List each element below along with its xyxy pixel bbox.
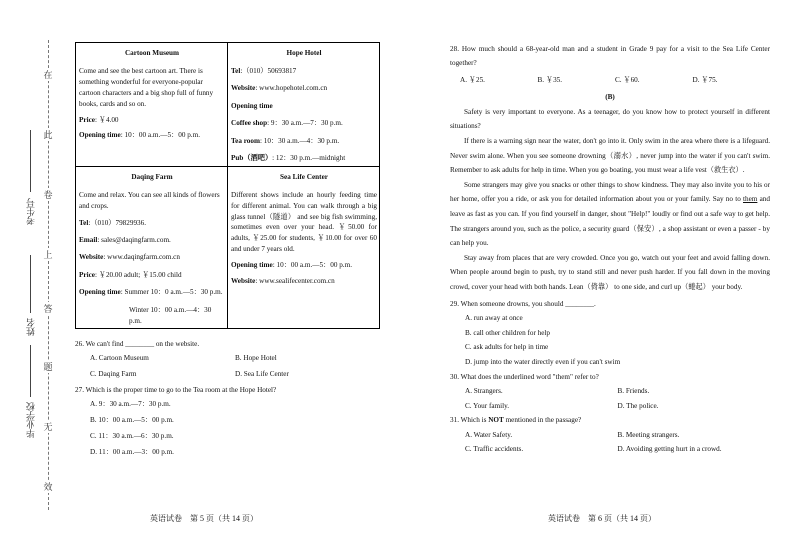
question-text: 27. Which is the proper time to go to the Tea room at the Hope Hotel? [75,386,277,395]
option[interactable]: D. Sea Life Center [235,370,289,379]
cell-text: Email: sales@daqingfarm.com. [79,235,171,244]
seal-char: 无 [41,420,55,433]
cell-text: Different shows include an hourly feeding time for different animal. You can walk through a big glass tunnel（隧道） and see big fish swimming, sometimes even over your head. ￥50.00 for adults, ￥25.00 for students, ￥10.00 for over 60 and under 7 years old. [231,190,377,254]
option[interactable]: C. ￥60. [615,76,640,84]
cell-text: Opening time: 10：00 a.m.—5：00 p.m. [79,131,200,140]
section-title: (B) [605,92,615,101]
option[interactable]: B. Friends. [617,387,650,396]
left-column [75,42,380,458]
name-line [30,255,31,313]
question-text: 28. How much should a 68-year-old man and a student in Grade 9 pay for a visit to the Sea Life Center together? [450,45,770,67]
question-29 [450,297,770,370]
options [90,353,380,380]
option[interactable]: D. The police. [617,401,659,410]
cell-text: Coffee shop: 9：30 a.m.—7：30 p.m. [231,119,343,128]
question-text: 26. We can't find ________ on the website. [75,340,200,349]
passage-paragraph: If there is a warning sign near the water, don't go into it. Only swim in the area where there is a lifeguard. Never swim alone. When you see someone drowning（溺水）, never jump into the water if you can't swim. Remember to ask adults for help in time. When you go boating, you must wear a life vest（救生衣）. [450,137,770,175]
seal-char: 题 [41,360,55,373]
question-text: 30. What does the underlined word "them" refer to? [450,372,599,381]
option[interactable]: B. call other children for help [465,328,551,337]
right-column [450,42,770,457]
cell-text: Opening time: 10：00 a.m.—5：00 p.m. [231,261,352,270]
name-label: 姓名 [26,318,36,336]
options [90,399,380,458]
question-text: 31. Which is NOT mentioned in the passage? [450,416,582,425]
cell-text: Price: ￥20.00 adult; ￥15.00 child [79,270,182,279]
cell-title: Sea Life Center [280,172,328,181]
option[interactable]: B. Meeting strangers. [617,430,680,439]
option[interactable]: B. Hope Hotel [235,354,277,363]
option[interactable]: A. 9：30 a.m.—7：30 p.m. [90,400,171,409]
cell-title: Cartoon Museum [124,49,180,57]
cell-title: Hope Hotel [286,49,322,57]
option[interactable]: C. ask adults for help in time [465,343,549,352]
binding-margin [0,0,70,560]
question-28 [450,42,770,86]
option[interactable]: B. 10：00 a.m.—5：00 p.m. [90,415,174,424]
option[interactable]: C. 11：30 a.m.—6：30 p.m. [90,431,174,440]
question-26 [75,339,380,380]
cell-text: Tel:（010）50693817 [231,66,297,75]
cell-text: Website: www.sealifecenter.com.cn [231,277,335,286]
cell-text: Tea room: 10：30 a.m.—4：30 p.m. [231,136,340,145]
question-27 [75,385,380,458]
question-31 [450,413,770,457]
cell-text: Opening time [231,101,273,110]
hope-hotel-cell [228,43,380,167]
option[interactable]: A. Water Safety. [465,430,513,439]
options [460,75,770,86]
exam-number-line [30,130,31,192]
option[interactable]: D. jump into the water directly even if you can't swim [465,357,621,366]
passage-paragraph: Stay away from places that are very crowded. Once you go, watch out your feet and avoid falling down. When people around begin to push, try to stand still and never push harder. If you fall down in the moving crowd, cover your head with both hands. Lean（倚靠） to one side, and curl up（蜷起） your body. [450,253,770,291]
sea-life-center-cell [228,166,380,329]
cell-text: Come and see the best cartoon art. There is something wonderful for everyone-popular cartoon characters and a big shop full of funny books, cards and so on. [79,66,214,108]
option[interactable]: A. Cartoon Museum [90,354,149,363]
cartoon-museum-cell [76,43,228,167]
option[interactable]: B. ￥35. [537,76,563,84]
cell-text: Tel:（010）79829936. [79,218,147,227]
cell-text: Come and relax. You can see all kinds of flowers and crops. [79,190,220,210]
school-label: 毕业学校 [26,402,36,438]
seal-char: 此 [41,128,55,141]
seal-dashed-line [48,40,49,510]
daqing-farm-cell [76,166,228,329]
cell-text: Price: ￥4.00 [79,115,119,124]
option[interactable]: C. Traffic accidents. [465,445,524,454]
page-footer-right: 英语试卷 第 6 页（共 14 页） [548,514,656,523]
seal-char: 在 [41,68,55,81]
option[interactable]: A. run away at once [465,314,523,323]
option[interactable]: C. Your family. [465,401,510,410]
seal-char: 答 [41,302,55,315]
passage-paragraph: Safety is very important to everyone. As a teenager, do you know how to protect yourself in different situations? [450,107,770,131]
cell-text: Pub（酒吧）: 12：30 p.m.—midnight [231,153,346,162]
option[interactable]: D. Avoiding getting hurt in a crowd. [617,445,722,454]
exam-number-label: 考生号 [26,198,36,225]
cell-text: Website: www.hopehotel.com.cn [231,84,328,93]
option[interactable]: D. ￥75. [692,76,718,84]
question-text: 29. When someone drowns, you should ________. [450,299,596,308]
option[interactable]: C. Daqing Farm [90,370,137,379]
options [465,384,770,413]
option[interactable]: D. 11：00 a.m.—3：00 p.m. [90,447,174,456]
option[interactable]: A. ￥25. [460,76,485,84]
attractions-table [75,42,380,329]
cell-text: Website: www.daqingfarm.com.cn [79,253,180,262]
passage-paragraph: Some strangers may give you snacks or other things to show kindness. They may also invite you to his or her home, offer you a ride, or ask you for detailed information about you or your family. Say no to them and leave as fast as you can. If you find yourself in danger, shout "Help!" loudly or find out a safe way to get help. The strangers around you, such as the police, a security guard（保安）, a shop assistant or even a passer - by can help you. [450,180,770,248]
seal-char: 上 [41,248,55,261]
options [465,428,770,457]
question-30 [450,370,770,414]
cell-text: Opening time: Summer 10：0 a.m.—5：30 p.m. [79,288,223,297]
cell-text: Winter 10：00 a.m.—4：30 p.m. [129,305,212,325]
school-line [30,345,31,397]
seal-char: 卷 [41,188,55,201]
option[interactable]: A. Strangers. [465,387,503,396]
page-footer-left: 英语试卷 第 5 页（共 14 页） [150,514,258,523]
cell-title: Daqing Farm [131,172,173,181]
seal-char: 效 [41,480,55,493]
passage-b [450,105,770,295]
